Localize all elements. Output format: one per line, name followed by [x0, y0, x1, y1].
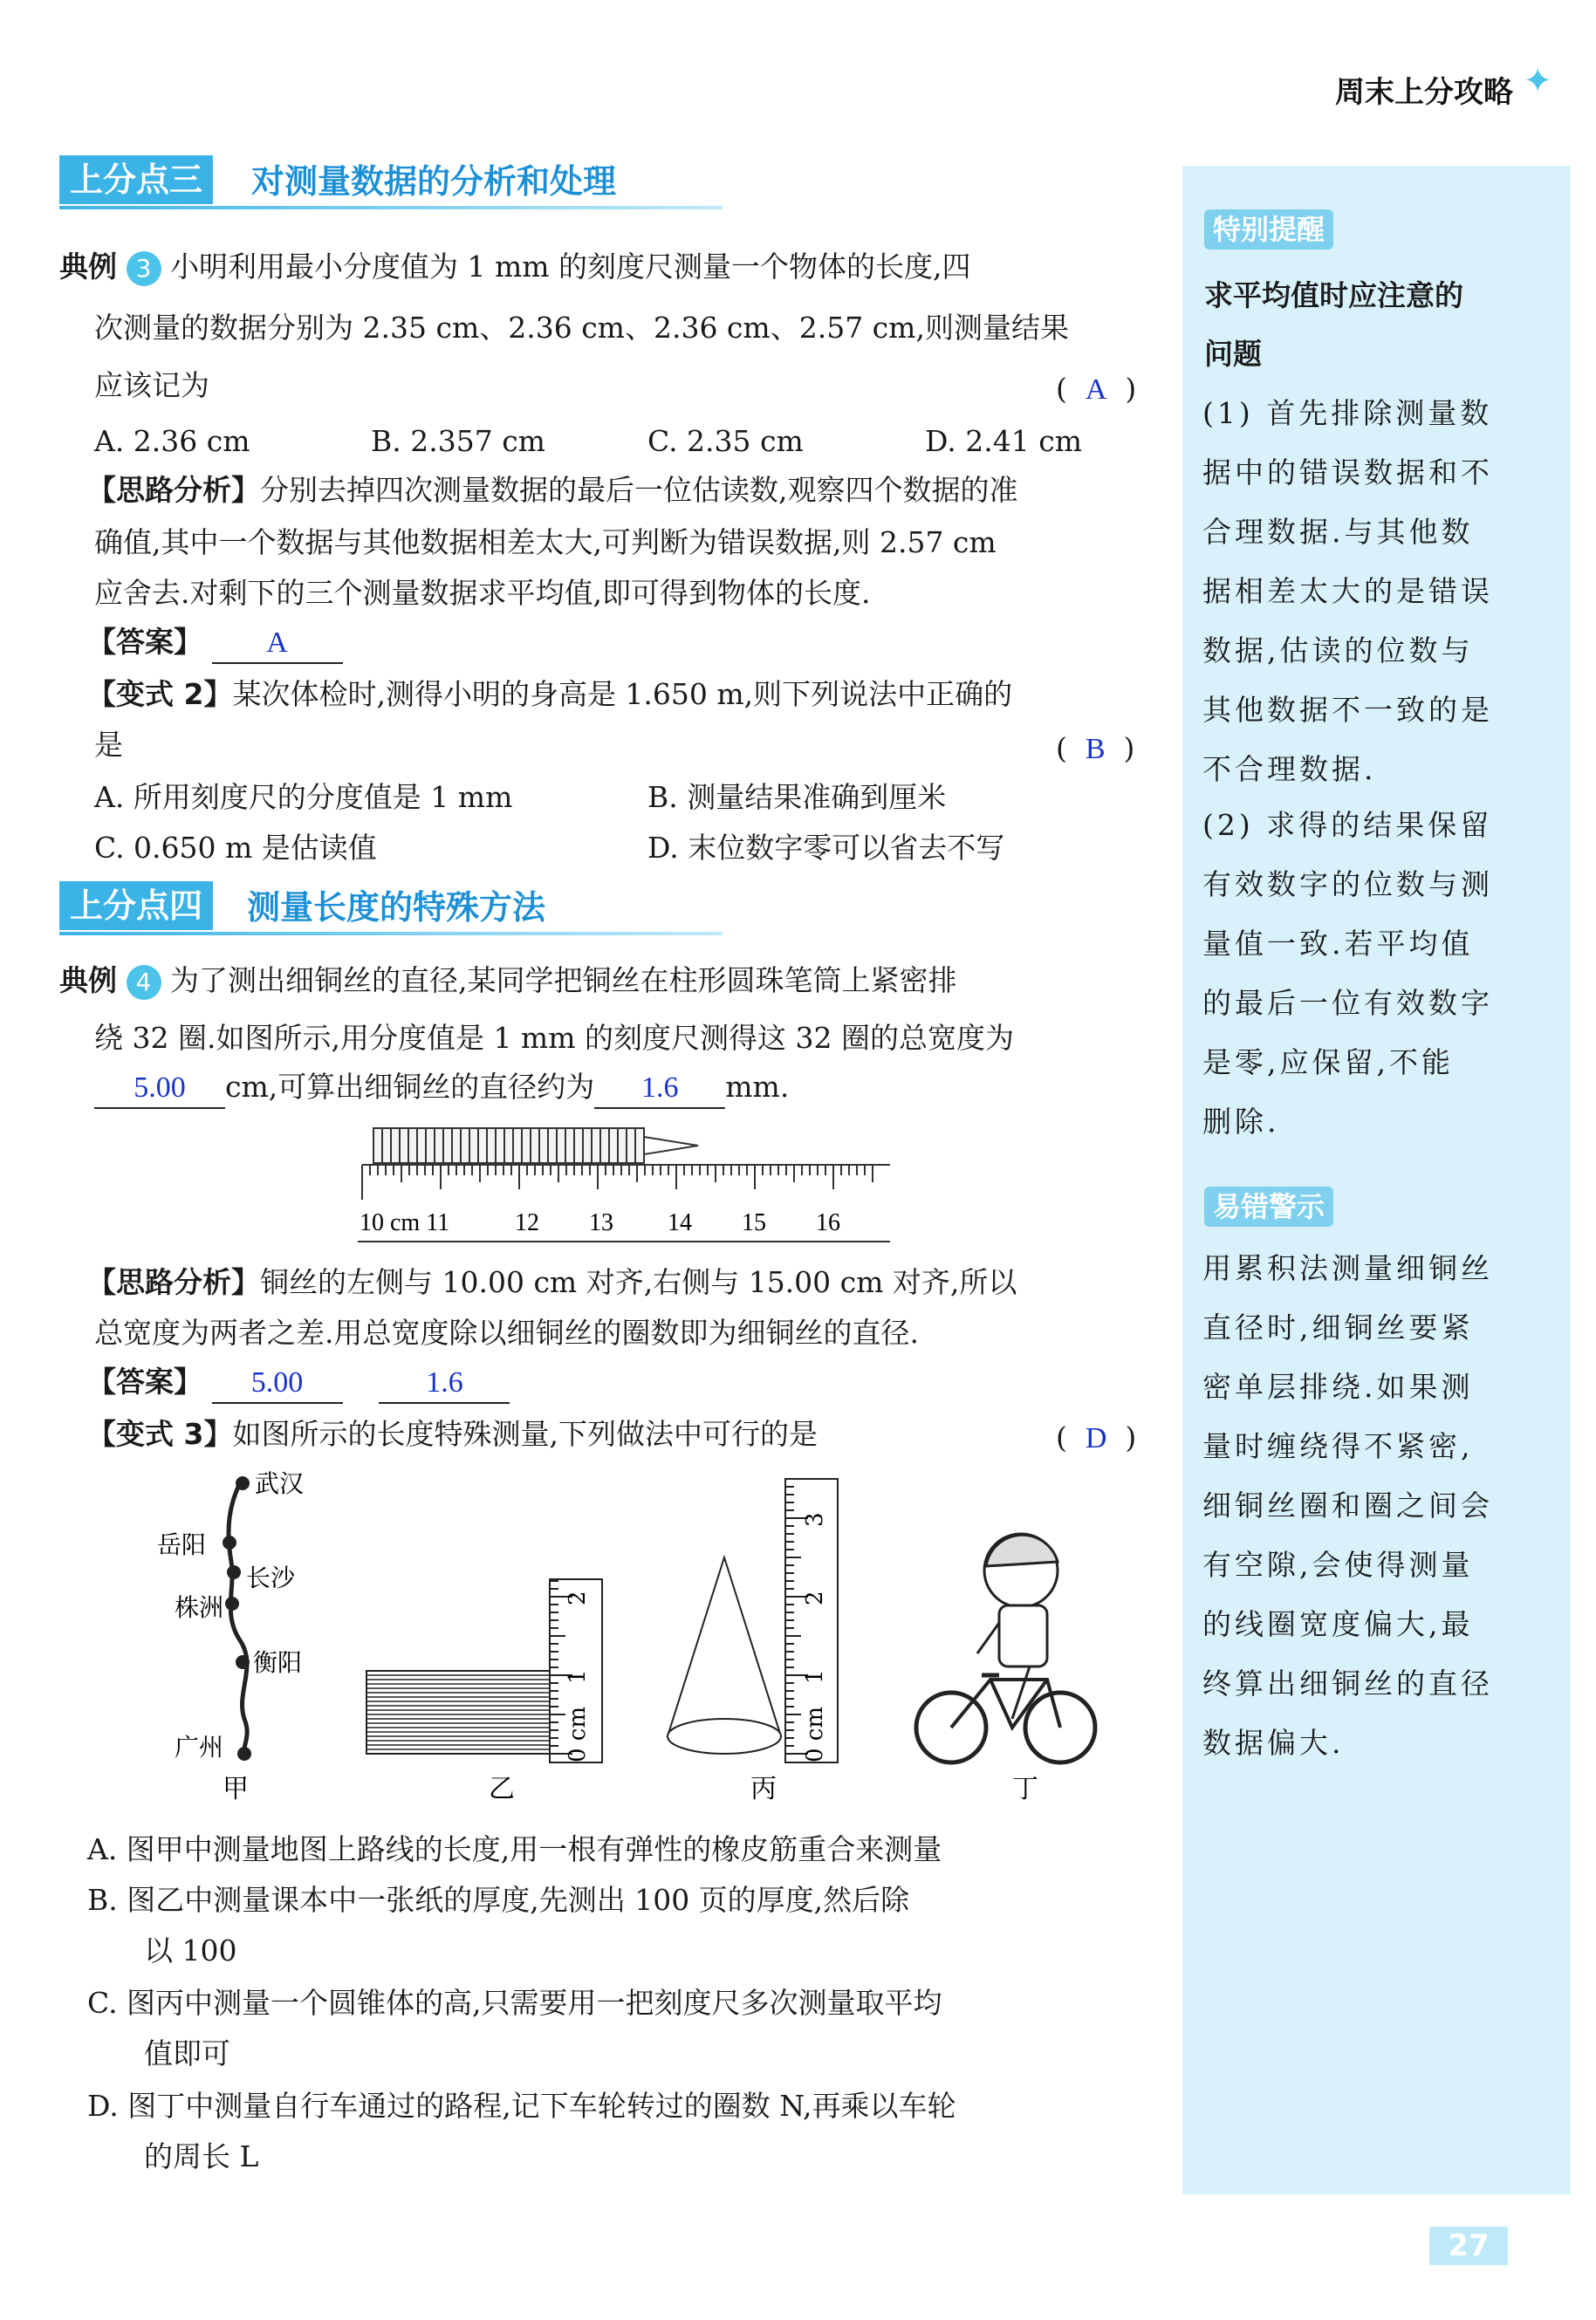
- example-4-line1: 典例 4 为了测出细铜丝的直径,某同学把铜丝在柱形圆珠笔筒上紧密排: [59, 962, 957, 1000]
- example-3-answer-row: 【答案】 A: [87, 623, 343, 664]
- sidebar-heading-line1: 求平均值时应注意的: [1204, 278, 1463, 312]
- example-3-line2: 次测量的数据分别为 2.35 cm、2.36 cm、2.36 cm、2.57 cm,则测量结果: [94, 311, 1069, 345]
- header-title: 周末上分攻略: [1335, 75, 1513, 110]
- yi-ruler-2: 2: [565, 1591, 591, 1605]
- city-hengyang: 衡阳: [253, 1648, 303, 1677]
- variant-2-option-d: D. 末位数字零可以省去不写: [647, 831, 1005, 865]
- figure-ding-cyclist: [916, 1534, 1095, 1804]
- variant-3-option-b2: 以 100: [144, 1933, 237, 1968]
- figure-bing-cone: [668, 1479, 838, 1804]
- variant-3-answer-paren: ( D ): [1056, 1420, 1137, 1454]
- example-3-option-d: D. 2.41 cm: [925, 424, 1083, 458]
- example-4-answer-row: 【答案】 5.00 1.6: [87, 1363, 510, 1404]
- example-4-analysis-1: 【思路分析】铜丝的左侧与 10.00 cm 对齐,右侧与 15.00 cm 对齐,所以: [87, 1265, 1017, 1299]
- example-4-line2: 绕 32 圈.如图所示,用分度值是 1 mm 的刻度尺测得这 32 圈的总宽度为: [94, 1021, 1014, 1055]
- coil-ruler-figure: [349, 1121, 908, 1243]
- copper-coil: [373, 1128, 698, 1163]
- bing-ruler-1: 1: [802, 1669, 828, 1684]
- ruler-label-16: 16: [816, 1209, 840, 1236]
- variant-2-line1: 【变式 2】某次体检时,测得小明的身高是 1.650 m,则下列说法中正确的: [87, 677, 1013, 711]
- example-3-answer-paren: ( A ): [1056, 372, 1137, 406]
- ruler-label-13: 13: [589, 1209, 613, 1236]
- variant-2-line2: 是: [94, 728, 123, 762]
- variant-2-option-c: C. 0.650 m 是估读值: [94, 831, 377, 865]
- ruler-label-12: 12: [515, 1209, 539, 1236]
- city-guangzhou: 广州: [175, 1733, 224, 1762]
- example-3-analysis-2: 确值,其中一个数据与其他数据相差太大,可判断为错误数据,则 2.57 cm: [94, 525, 997, 559]
- yi-ruler-1: 1: [565, 1669, 591, 1684]
- variant-2-option-a: A. 所用刻度尺的分度值是 1 mm: [94, 780, 513, 814]
- example-3-analysis-1: 【思路分析】分别去掉四次测量数据的最后一位估读数,观察四个数据的准: [87, 473, 1018, 507]
- example-3-line3: 应该记为: [94, 368, 209, 402]
- variant-2-answer-paren: ( B ): [1056, 731, 1135, 765]
- mm-ruler: [362, 1165, 890, 1200]
- figure-label-bing: 丙: [750, 1774, 777, 1804]
- figure-jia-map: [157, 1469, 304, 1804]
- sidebar-tag-error-warning: 易错警示: [1204, 1187, 1333, 1227]
- figure-label-yi: 乙: [489, 1774, 515, 1804]
- example-3-line1: 典例 3 小明利用最小分度值为 1 mm 的刻度尺测量一个物体的长度,四: [59, 248, 971, 286]
- sidebar-tip-3: 用累积法测量细铜丝 直径时,细铜丝要紧 密单层排绕.如果测 量时缠绕得不紧密, 细铜丝圈和圈之间会 有空隙,会使得测量 的线圈宽度偏大,最 终算出细铜丝的直径 数据偏大.: [1202, 1251, 1493, 1760]
- section-4-title: 测量长度的特殊方法: [247, 888, 546, 927]
- city-yueyang: 岳阳: [157, 1530, 207, 1559]
- example-number-badge: 3: [127, 251, 161, 286]
- sidebar-tip-2: (2) 求得的结果保留 有效数字的位数与测 量值一致.若平均值 的最后一位有效数字 是零,应保留,不能 删除.: [1202, 808, 1493, 1139]
- ruler-label-10-11: 10 cm 11: [360, 1209, 450, 1236]
- bing-ruler-2: 2: [802, 1591, 828, 1605]
- sparkle-icon: ✦: [1523, 61, 1552, 101]
- city-zhuzhou: 株洲: [175, 1593, 224, 1622]
- example-number-badge: 4: [127, 965, 161, 1000]
- example-3-option-c: C. 2.35 cm: [647, 424, 804, 458]
- variant-3-option-b1: B. 图乙中测量课本中一张纸的厚度,先测出 100 页的厚度,然后除: [87, 1883, 910, 1917]
- page-number: 27: [1429, 2227, 1508, 2265]
- example-4-line3: 5.00 cm,可算出细铜丝的直径约为 1.6 mm.: [94, 1068, 789, 1109]
- sidebar-heading-line2: 问题: [1204, 337, 1262, 371]
- example-3-analysis-3: 应舍去.对剩下的三个测量数据求平均值,即可得到物体的长度.: [94, 576, 871, 610]
- section-4-tag: 上分点四: [59, 881, 213, 930]
- figure-label-ding: 丁: [1012, 1774, 1038, 1804]
- sidebar-tip-1: (1) 首先排除测量数 据中的错误数据和不 合理数据.与其他数 据相差太大的是错误 数据,估读的位数与 其他数据不一致的是 不合理数据.: [1202, 396, 1493, 786]
- bing-ruler-3: 3: [802, 1512, 828, 1527]
- bing-ruler-0cm: 0 cm: [802, 1706, 828, 1762]
- variant-2-option-b: B. 测量结果准确到厘米: [647, 780, 947, 814]
- city-changsha: 长沙: [246, 1564, 296, 1592]
- variant-3-option-d1: D. 图丁中测量自行车通过的路程,记下车轮转过的圈数 N,再乘以车轮: [87, 2089, 956, 2123]
- variant-3-line1: 【变式 3】如图所示的长度特殊测量,下列做法中可行的是: [87, 1417, 818, 1451]
- variant-3-option-c2: 值即可: [144, 2036, 230, 2070]
- city-wuhan: 武汉: [255, 1469, 305, 1498]
- variant-3-option-d2: 的周长 L: [144, 2139, 259, 2173]
- figure-label-jia: 甲: [223, 1774, 249, 1804]
- section-4-header: [59, 881, 723, 935]
- variant-3-figures: [140, 1466, 1143, 1815]
- sidebar-tag-special-reminder: 特别提醒: [1204, 209, 1333, 250]
- variant-3-option-c1: C. 图丙中测量一个圆锥体的高,只需要用一把刻度尺多次测量取平均: [87, 1986, 942, 2020]
- variant-3-option-a: A. 图甲中测量地图上路线的长度,用一根有弹性的橡皮筋重合来测量: [87, 1832, 942, 1866]
- example-4-analysis-2: 总宽度为两者之差.用总宽度除以细铜丝的圈数即为细铜丝的直径.: [94, 1316, 919, 1350]
- figure-yi-paper-stack: [366, 1579, 602, 1804]
- yi-ruler-0cm: 0 cm: [565, 1706, 591, 1762]
- section-3-title: 对测量数据的分析和处理: [251, 162, 617, 201]
- section-3-tag: 上分点三: [59, 155, 213, 204]
- ruler-label-14: 14: [668, 1209, 692, 1236]
- section-3-header: [59, 155, 723, 209]
- example-3-option-a: A. 2.36 cm: [94, 424, 250, 458]
- ruler-label-15: 15: [742, 1209, 766, 1236]
- example-3-option-b: B. 2.357 cm: [371, 424, 545, 458]
